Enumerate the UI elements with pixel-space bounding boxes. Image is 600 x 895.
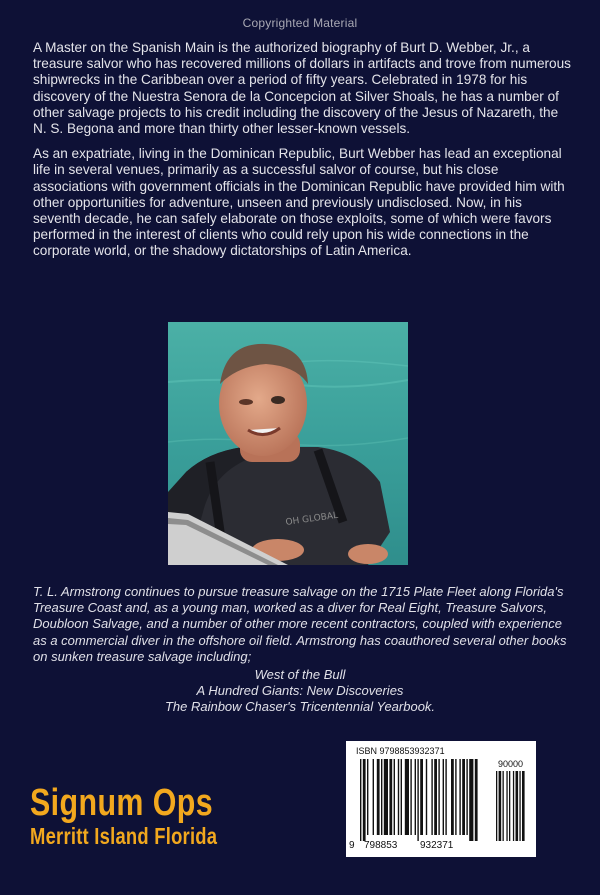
barcode-digits-3: 932371	[420, 840, 454, 851]
publisher-location: Merritt Island Florida	[30, 823, 218, 849]
description-paragraph-1: A Master on the Spanish Main is the authorized biography of Burt D. Webber, Jr., a treasure salvor who has recovered millions of dollars in artifacts and trove from numerous shipwrecks in the Caribbean over a period of fifty years. Celebrated in 1978 for his discovery of the Nuestra Senora de la Concepcion at Silver Shoals, he has a number of other salvage projects to his credit including the discovery of the Jesus of Nazareth, the N. S. Begona and more than thirty other lesser-known vessels.	[33, 40, 571, 137]
book-list	[0, 667, 600, 716]
author-bio: T. L. Armstrong continues to pursue treasure salvage on the 1715 Plate Fleet along Florida's Treasure Coast and, as a young man, worked as a diver for Real Eight, Treasure Salvors, Doubloon Salvage, and a number of other more recent contractors, coupled with experience as a commercial diver in the offshore oil field. Armstrong has coauthored several other books on sunken treasure salvage including;	[33, 584, 567, 664]
description-paragraph-2: As an expatriate, living in the Dominican Republic, Burt Webber has lead an exceptional life in several venues, primarily as a successful salvor of course, but his close associations with government officials in the Dominican Republic have provided him with other opportunities for adventure, unseen and previously undisclosed. Now, in his seventh decade, he can safely elaborate on those exploits, some of which were favors performed in the interest of clients who could rely upon his wide connections in the corporate world, or the shadowy dictatorships of Latin America.	[33, 146, 565, 259]
publisher-name: Signum Ops	[30, 782, 214, 824]
barcode-digits-2: 798853	[364, 840, 398, 851]
book-title-3: The Rainbow Chaser's Tricentennial Yearbook.	[164, 699, 436, 715]
author-photo	[168, 322, 408, 565]
publisher-logo	[30, 783, 217, 849]
copyright-watermark: Copyrighted Material	[242, 16, 358, 30]
book-title-1: West of the Bull	[254, 667, 346, 682]
book-description	[33, 40, 573, 269]
barcode-digit-1: 9	[349, 840, 355, 851]
book-title-2: A Hundred Giants: New Discoveries	[196, 683, 404, 699]
price-code: 90000	[498, 759, 524, 769]
isbn-barcode	[346, 741, 536, 857]
wetsuit-logo-text: OH GLOBAL	[285, 510, 339, 528]
isbn-label: ISBN 9798853932371	[356, 746, 445, 756]
